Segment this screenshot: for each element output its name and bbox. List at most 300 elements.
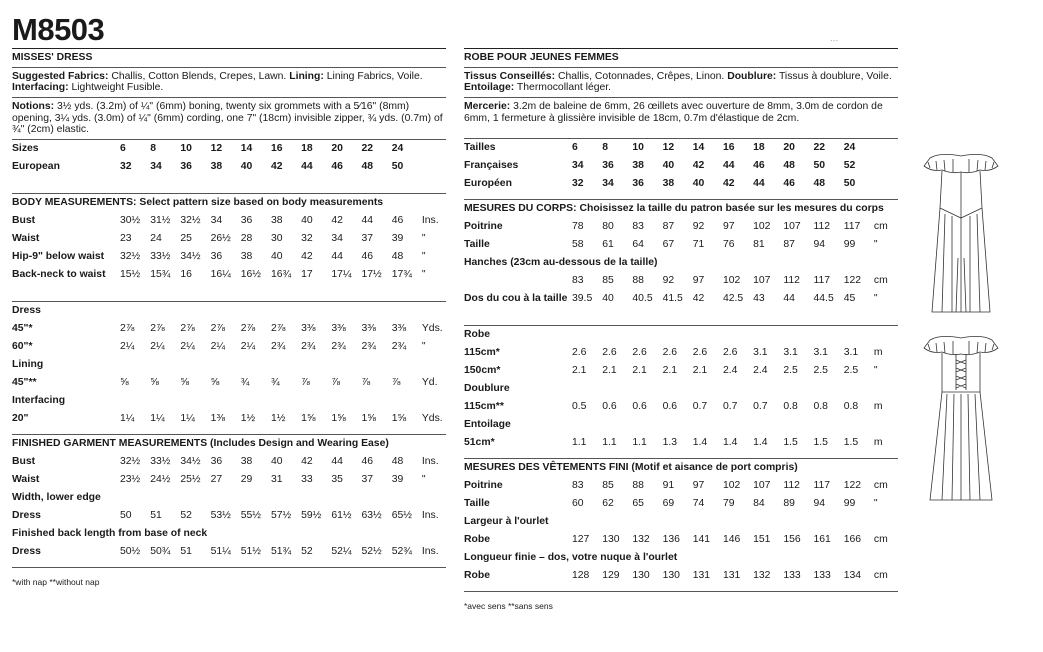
table-row	[12, 510, 446, 528]
fabrics-label: Lining:	[289, 70, 324, 82]
row-label: 45"*	[12, 322, 33, 334]
row-values	[120, 413, 422, 425]
table-cell: 1½	[240, 412, 256, 424]
row-label: Sizes	[12, 142, 39, 154]
table-cell: 83	[572, 480, 584, 492]
table-cell: 0.7	[692, 401, 708, 413]
table-cell: 6	[572, 142, 578, 154]
table-cell: 27	[210, 473, 223, 485]
notions-paragraph	[12, 101, 446, 136]
fabrics-text: Challis, Cotton Blends, Crepes, Lawn.	[108, 70, 290, 82]
table-cell: 131	[722, 570, 741, 582]
row-label: Robe	[464, 534, 490, 546]
divider	[464, 138, 898, 139]
table-cell: 23½	[120, 473, 141, 485]
table-cell: 36	[210, 250, 223, 262]
table-cell: 117	[813, 275, 831, 287]
table-cell: 61	[602, 239, 614, 251]
table-cell: 46	[753, 160, 765, 172]
table-row	[12, 341, 446, 359]
table-cell: 50	[843, 178, 856, 190]
table-cell: 89	[783, 498, 795, 510]
table-cell: 51¼	[210, 545, 231, 557]
row-label: Taille	[464, 239, 490, 251]
row-values	[572, 160, 874, 172]
table-cell: 60	[572, 498, 584, 510]
row-label: Robe	[464, 570, 490, 582]
table-cell: 1⅝	[331, 412, 346, 424]
table-cell: 0.5	[572, 401, 587, 413]
table-cell: 38	[210, 160, 223, 172]
table-cell: 36	[602, 160, 614, 172]
row-values	[120, 456, 422, 468]
table-cell: 85	[602, 480, 614, 492]
table-cell: 97	[722, 221, 735, 233]
table-cell: 0.8	[843, 401, 859, 413]
notions-label: Notions:	[12, 100, 55, 112]
table-cell: 2.1	[692, 365, 708, 377]
table-cell: 10	[180, 142, 192, 154]
table-cell: 107	[783, 221, 801, 233]
row-label: Waist	[12, 473, 40, 485]
table-cell: 161	[813, 534, 831, 546]
table-row	[12, 251, 446, 269]
table-cell: 130	[632, 570, 650, 582]
table-cell: 1.4	[692, 437, 708, 449]
table-cell: 51	[150, 509, 162, 521]
table-cell: 22	[361, 142, 374, 154]
table-cell: 30½	[120, 214, 141, 226]
divider	[12, 67, 446, 68]
divider	[12, 193, 446, 194]
row-values	[572, 401, 874, 413]
table-cell: 48	[783, 160, 795, 172]
row-label: Européen	[464, 178, 512, 190]
dress-front-sketch	[920, 148, 1002, 316]
width-lower-edge-label: Width, lower edge	[12, 491, 101, 503]
table-cell: 97	[692, 275, 705, 287]
table-cell: 48	[391, 455, 404, 467]
table-cell: 8	[150, 142, 156, 154]
table-row	[12, 377, 446, 395]
table-cell: 44	[331, 455, 343, 467]
table-cell: 3⅜	[301, 322, 316, 334]
table-cell: 1¼	[120, 412, 135, 424]
table-cell: 32	[301, 232, 313, 244]
table-cell: 16¾	[270, 268, 292, 280]
table-cell: 32½	[120, 455, 141, 467]
table-cell: 40	[692, 178, 705, 190]
table-cell: 1.5	[813, 437, 828, 449]
unit-label: cm	[873, 534, 888, 546]
unit-label: cm	[873, 275, 888, 287]
table-cell: 1.1	[602, 437, 617, 449]
table-cell: 2.5	[813, 365, 828, 377]
table-cell: 24	[391, 142, 404, 154]
table-cell: 15¾	[150, 268, 171, 280]
table-cell: 16½	[240, 268, 261, 280]
table-cell: 3.1	[843, 347, 859, 359]
table-cell: 48	[361, 160, 374, 172]
table-cell: 2¾	[270, 340, 286, 352]
table-cell: 32	[120, 160, 132, 172]
table-cell: 20	[331, 142, 343, 154]
table-cell: ⅞	[331, 376, 340, 388]
table-cell: 0.6	[632, 401, 647, 413]
divider	[12, 97, 446, 98]
table-row	[464, 437, 898, 455]
unit-label: cm	[873, 570, 888, 582]
row-label: Dos du cou à la taille	[464, 293, 568, 305]
table-cell: 40	[662, 160, 675, 172]
row-values	[572, 498, 874, 510]
row-label: Poitrine	[464, 221, 503, 233]
unit-label: "	[421, 340, 426, 352]
table-cell: 78	[572, 221, 584, 233]
table-cell: 91	[662, 480, 675, 492]
table-cell: 17¾	[391, 268, 412, 280]
table-cell: 94	[813, 239, 826, 251]
table-cell: 92	[662, 275, 675, 287]
table-cell: 48	[813, 178, 826, 190]
table-cell: 1.1	[632, 437, 647, 449]
table-cell: 132	[632, 534, 650, 546]
table-cell: 88	[632, 275, 644, 287]
table-cell: 38	[662, 178, 675, 190]
table-cell: 26½	[210, 232, 231, 244]
table-row	[12, 215, 446, 233]
table-cell: ¾	[270, 376, 280, 388]
section-title: MISSES' DRESS	[12, 52, 93, 63]
fabrics-label: Suggested Fabrics:	[12, 70, 109, 82]
finished-length-label: Longueur finie – dos, votre nuque à l'ourlet	[464, 552, 678, 564]
spacer	[12, 179, 446, 190]
row-label: Tailles	[464, 142, 496, 154]
table-cell: 46	[361, 455, 374, 467]
table-cell: 63½	[361, 509, 382, 521]
table-cell: 44	[331, 250, 343, 262]
table-row	[464, 401, 898, 419]
table-cell: 57½	[270, 509, 292, 521]
dress-yardage-label: Dress	[12, 304, 41, 316]
table-cell: 64	[632, 239, 644, 251]
table-cell: 45	[843, 293, 856, 305]
row-values	[120, 143, 422, 155]
notions-text: 3.2m de baleine de 6mm, 26 œillets avec ouverture de 8mm, 3.0m de cordon de 6mm, 1 fermeture à glissière invisible de 18cm, 0.7m d'élastique de 2cm.	[464, 100, 883, 124]
table-cell: 50	[120, 509, 132, 521]
table-row	[464, 365, 898, 383]
table-cell: 17½	[361, 268, 382, 280]
table-row	[464, 347, 898, 365]
table-cell: 2.1	[632, 365, 647, 377]
divider	[12, 48, 446, 49]
unit-label: Ins.	[421, 509, 439, 521]
table-cell: 6	[120, 142, 126, 154]
row-label: Back-neck to waist	[12, 268, 106, 280]
divider	[12, 139, 446, 140]
divider	[464, 591, 898, 592]
table-cell: 16¼	[210, 268, 231, 280]
unit-label: cm	[873, 480, 888, 492]
table-cell: 44	[722, 160, 735, 172]
english-column	[12, 48, 446, 587]
table-cell: 36	[240, 214, 253, 226]
table-cell: 107	[753, 480, 771, 492]
table-cell: 15½	[120, 268, 141, 280]
table-cell: 65½	[391, 509, 412, 521]
table-row	[464, 142, 898, 160]
table-row	[464, 239, 898, 257]
row-label: 115cm**	[464, 401, 504, 413]
table-cell: 1½	[270, 412, 286, 424]
table-cell: 1.5	[783, 437, 798, 449]
table-cell: 2.5	[843, 365, 859, 377]
table-cell: 43	[753, 293, 765, 305]
table-cell: 69	[662, 498, 675, 510]
unit-label: Yds.	[421, 412, 443, 424]
table-cell: 44	[361, 214, 374, 226]
interfacing-text: Lightweight Fusible.	[68, 82, 164, 94]
table-cell: 2¼	[210, 340, 226, 352]
row-label: 51cm*	[464, 437, 495, 449]
table-cell: 42	[692, 160, 705, 172]
dress-yardage-label: Robe	[464, 329, 490, 341]
pattern-number: M8503	[12, 12, 105, 47]
table-cell: 3⅜	[361, 322, 376, 334]
table-cell: 37	[361, 473, 374, 485]
divider	[464, 458, 898, 459]
table-cell: 99	[843, 239, 856, 251]
unit-label: cm	[873, 221, 888, 233]
divider	[12, 434, 446, 435]
table-cell: 46	[391, 214, 404, 226]
table-cell: 102	[722, 275, 741, 287]
table-cell: 92	[692, 221, 705, 233]
table-cell: 16	[270, 142, 283, 154]
interfacing-label: Interfacing:	[12, 82, 69, 94]
table-row	[12, 323, 446, 341]
table-cell: 1¼	[150, 412, 165, 424]
table-cell: 112	[783, 275, 800, 287]
fabrics-text: Tissus à doublure, Voile.	[776, 70, 892, 82]
finished-measurements-title: MESURES DES VÊTEMENTS FINI (Motif et aisance de port compris)	[464, 462, 798, 474]
table-cell: 2.1	[572, 365, 587, 377]
table-cell: 44	[301, 160, 313, 172]
table-row	[12, 269, 446, 287]
hips-label: Hanches (23cm au-dessous de la taille)	[464, 257, 658, 269]
table-cell: 122	[843, 275, 862, 287]
table-cell: 51¾	[270, 545, 292, 557]
table-cell: 24½	[150, 473, 171, 485]
table-cell: 2.4	[753, 365, 768, 377]
table-cell: 52	[843, 160, 856, 172]
interfacing-yardage-label: Entoilage	[464, 419, 511, 431]
table-cell: 40	[301, 214, 313, 226]
finished-length-label: Finished back length from base of neck	[12, 527, 208, 539]
table-cell: 133	[813, 570, 831, 582]
table-cell: 46	[361, 250, 374, 262]
table-cell: 55½	[240, 509, 261, 521]
table-cell: 52	[180, 509, 192, 521]
table-cell: ⅞	[301, 376, 310, 388]
unit-label: Ins.	[421, 455, 439, 467]
table-cell: 33½	[150, 250, 171, 262]
table-cell: 1.5	[843, 437, 859, 449]
faded-header-text: ...	[830, 33, 839, 44]
table-cell: 99	[843, 498, 856, 510]
table-cell: 42	[331, 214, 343, 226]
table-cell: 0.7	[722, 401, 738, 413]
table-cell: 3.1	[783, 347, 798, 359]
table-cell: 71	[692, 239, 705, 251]
section-title: ROBE POUR JEUNES FEMMES	[464, 52, 619, 63]
table-cell: 84	[753, 498, 765, 510]
table-cell: 40.5	[632, 293, 653, 305]
table-cell: 1.4	[722, 437, 738, 449]
table-cell: 130	[662, 570, 680, 582]
table-cell: 102	[753, 221, 771, 233]
table-cell: 2.6	[632, 347, 647, 359]
table-cell: 36	[210, 455, 223, 467]
row-values	[120, 341, 422, 353]
table-cell: 83	[572, 275, 584, 287]
table-cell: 34½	[180, 250, 201, 262]
row-values	[120, 233, 422, 245]
table-cell: 61½	[331, 509, 352, 521]
table-row	[12, 546, 446, 564]
row-values	[120, 377, 422, 389]
table-cell: 46	[331, 160, 343, 172]
table-cell: 44	[753, 178, 765, 190]
table-cell: 1.3	[662, 437, 678, 449]
table-cell: 33½	[150, 455, 171, 467]
table-cell: 20	[783, 142, 795, 154]
table-cell: 97	[692, 480, 705, 492]
table-row	[464, 275, 898, 293]
table-cell: 2¾	[301, 340, 316, 352]
notions-label: Mercerie:	[464, 100, 511, 112]
table-row	[464, 534, 898, 552]
table-cell: 38	[632, 160, 644, 172]
row-values	[572, 534, 874, 546]
table-cell: 34	[331, 232, 343, 244]
table-cell: 18	[753, 142, 765, 154]
table-cell: ¾	[240, 376, 250, 388]
interfacing-label: Entoilage:	[464, 82, 515, 94]
notions-text: 3½ yds. (3.2m) of ¼" (6mm) boning, twenty six grommets with a 5⁄16" (8mm) opening, 3¼ yds. (3.0m) of ¼" (6mm) cording, one 7" (18cm) invisible zipper, ¾ yds. (0.7m) of ¾" (2cm) elastic.	[12, 100, 443, 136]
table-cell: 58	[572, 239, 584, 251]
table-cell: 87	[662, 221, 675, 233]
table-cell: 38	[270, 214, 283, 226]
table-cell: 32	[572, 178, 584, 190]
divider	[12, 301, 446, 302]
row-label: Bust	[12, 214, 36, 226]
unit-label: m	[873, 347, 883, 359]
table-cell: 40	[270, 250, 283, 262]
table-cell: 2⅞	[240, 322, 256, 334]
table-cell: 81	[753, 239, 765, 251]
table-cell: 39	[391, 232, 404, 244]
table-cell: 50¾	[150, 545, 171, 557]
row-values	[572, 275, 874, 287]
table-row	[12, 143, 446, 161]
table-cell: ⅞	[391, 376, 401, 388]
table-cell: 34	[602, 178, 614, 190]
table-cell: 34	[150, 160, 162, 172]
table-cell: 2¼	[240, 340, 256, 352]
table-cell: 85	[602, 275, 614, 287]
unit-label: "	[873, 365, 878, 377]
table-cell: 3⅜	[391, 322, 407, 334]
table-cell: 34	[210, 214, 223, 226]
table-cell: 24	[843, 142, 856, 154]
table-cell: 127	[572, 534, 590, 546]
divider	[464, 325, 898, 326]
table-cell: 44.5	[813, 293, 834, 305]
row-values	[120, 215, 422, 227]
row-label: Taille	[464, 498, 490, 510]
table-cell: 33	[301, 473, 313, 485]
table-cell: 112	[783, 480, 800, 492]
table-cell: 32½	[180, 214, 201, 226]
table-cell: 156	[783, 534, 801, 546]
table-cell: 8	[602, 142, 608, 154]
table-cell: 36	[632, 178, 644, 190]
table-cell: 25½	[180, 473, 201, 485]
table-cell: 117	[843, 221, 861, 233]
table-cell: 74	[692, 498, 705, 510]
table-cell: 37	[361, 232, 374, 244]
table-row	[464, 178, 898, 196]
table-cell: 67	[662, 239, 675, 251]
table-cell: 53½	[210, 509, 231, 521]
table-cell: 24	[150, 232, 162, 244]
table-cell: 1⅝	[301, 412, 316, 424]
table-cell: 141	[692, 534, 711, 546]
table-cell: 44	[783, 293, 795, 305]
dress-back-sketch	[920, 330, 1002, 505]
unit-label: m	[873, 437, 883, 449]
unit-label: Yd.	[421, 376, 438, 388]
table-row	[464, 293, 898, 311]
row-values	[120, 161, 422, 173]
table-cell: 0.6	[662, 401, 678, 413]
table-cell: 31½	[150, 214, 171, 226]
table-cell: 136	[662, 534, 680, 546]
table-cell: 80	[602, 221, 614, 233]
unit-label: "	[421, 232, 426, 244]
table-cell: 40	[270, 455, 283, 467]
table-cell: 34½	[180, 455, 201, 467]
table-row	[12, 413, 446, 431]
table-cell: 134	[843, 570, 862, 582]
body-measurements-title: BODY MEASUREMENTS: Select pattern size based on body measurements	[12, 196, 384, 208]
table-cell: 117	[813, 480, 831, 492]
fabrics-label: Doublure:	[727, 70, 777, 82]
table-cell: 62	[602, 498, 614, 510]
table-cell: 42	[270, 160, 283, 172]
fabrics-paragraph	[12, 71, 446, 83]
table-cell: 23	[120, 232, 132, 244]
divider	[464, 199, 898, 200]
table-cell: ⅝	[120, 376, 129, 388]
row-label: Dress	[12, 509, 41, 521]
row-values	[120, 323, 422, 335]
row-label: Poitrine	[464, 480, 503, 492]
table-cell: 48	[391, 250, 404, 262]
unit-label: Ins.	[421, 545, 439, 557]
table-cell: 51½	[240, 545, 261, 557]
